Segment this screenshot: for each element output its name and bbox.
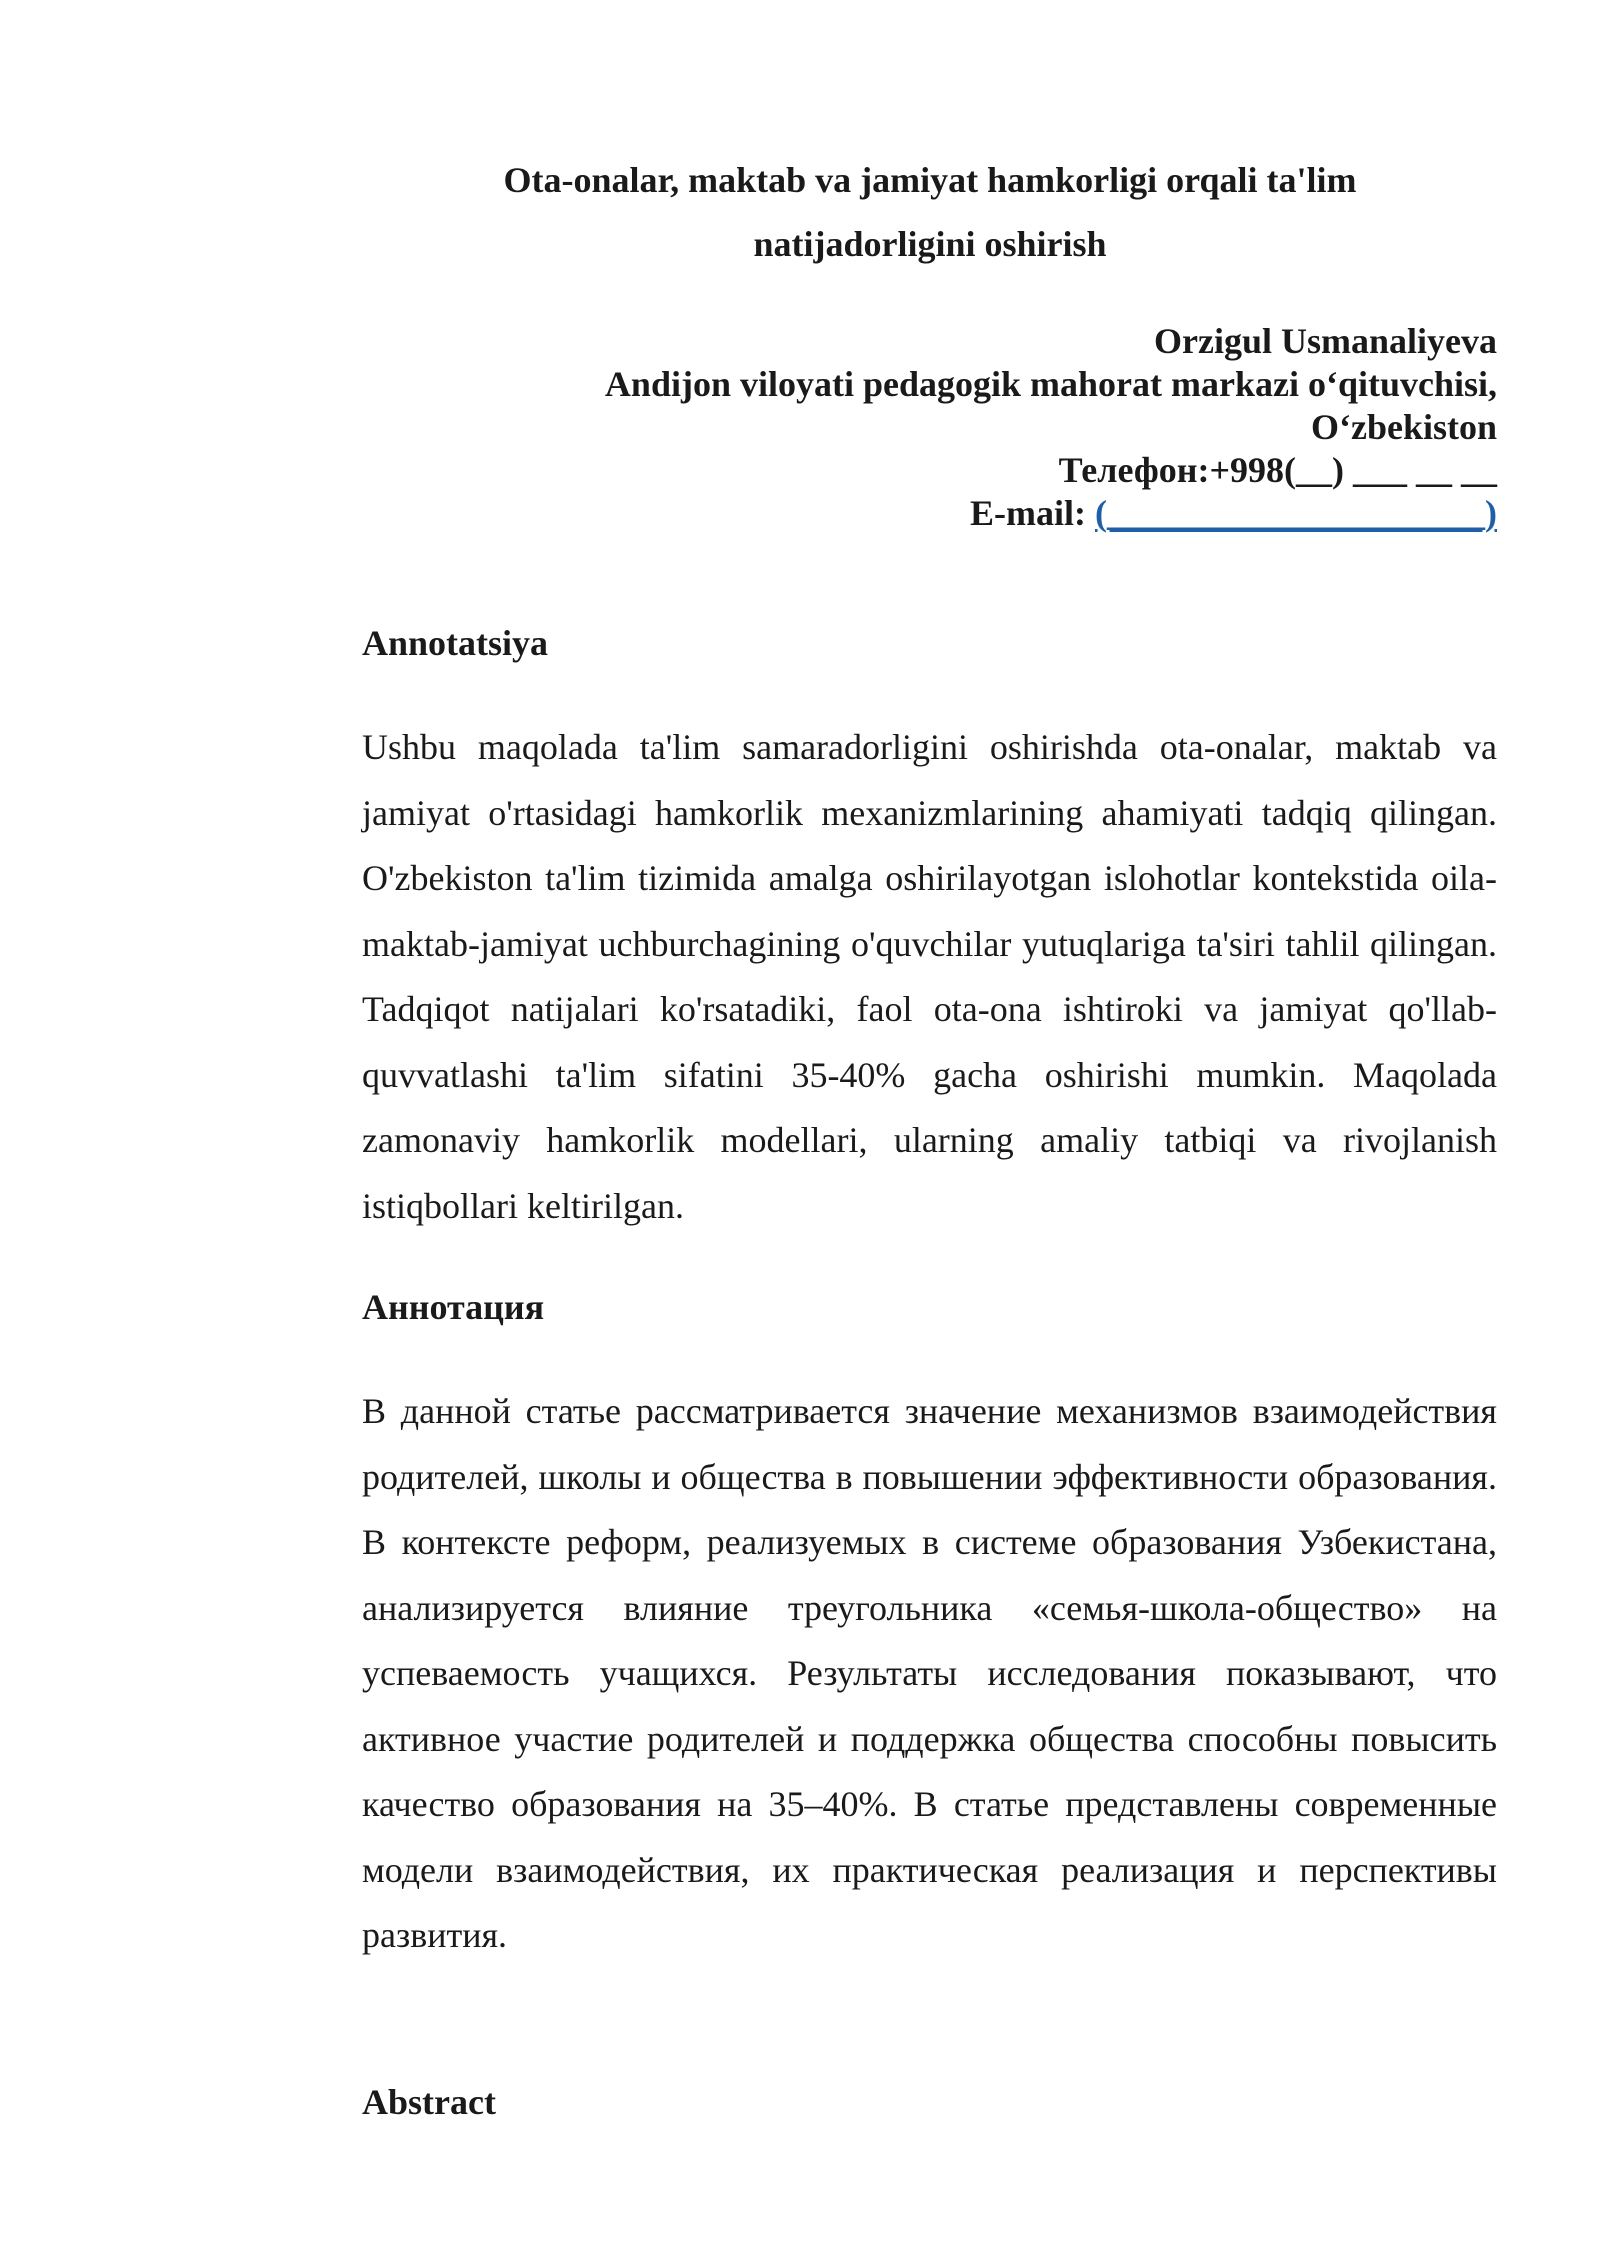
author-email (362, 492, 1497, 535)
abstract-section-heading (362, 2081, 1497, 2124)
annotation-uz-text: Ushbu maqolada ta'lim samaradorligini oshirishda ota-onalar, maktab va jamiyat o'rtasidagi hamkorlik mexanizmlarining ahamiyati tadqiq qilingan. O'zbekiston ta'lim tizimida amalga oshirilayotgan islohotlar kontekstida oila-maktab-jamiyat uchburchagining o'quvchilar yutuqlariga ta'siri tahlil qilingan. Tadqiqot natijalari ko'rsatadiki, faol ota-ona ishtiroki va jamiyat qo'llab-quvvatlashi ta'lim sifatini 35-40% gacha oshirishi mumkin. Maqolada zamonaviy hamkorlik modellari, ularning amaliy tatbiqi va rivojlanish istiqbollari keltirilgan. (362, 727, 1497, 1226)
email-link[interactable]: (_____________________) (1095, 493, 1497, 533)
paper-title-line-2: natijadorligini oshirish (753, 224, 1107, 264)
email-label: E-mail: (970, 493, 1096, 533)
annotation-ru-heading: Аннотация (362, 1287, 545, 1327)
annotation-ru-section-body (362, 1379, 1497, 1969)
annotation-uz-section-heading (362, 622, 1497, 665)
annotation-ru-section-heading (362, 1286, 1497, 1329)
author-country: O‘zbekiston (1310, 407, 1497, 447)
paper-title-line-1: Ota-onalar, maktab va jamiyat hamkorligi orqali ta'lim (503, 160, 1357, 200)
annotation-uz-section-body (362, 715, 1497, 1239)
author-name: Orzigul Usmanaliyeva (1154, 321, 1497, 361)
author-position: Andijon viloyati pedagogik mahorat markazi o‘qituvchisi, (604, 364, 1497, 404)
paper-title (362, 148, 1498, 276)
annotation-ru-text: В данной статье рассматривается значение механизмов взаимодействия родителей, школы и общества в повышении эффективности образования. В контексте реформ, реализуемых в системе образования Узбекистана, анализируется влияние треугольника «семья-школа-общество» на успеваемость учащихся. Результаты исследования показывают, что активное участие родителей и поддержка общества способны повысить качество образования на 35–40%. В статье представлены современные модели взаимодействия, их практическая реализация и перспективы развития. (362, 1391, 1497, 1955)
author-block (362, 320, 1497, 535)
annotation-uz-heading: Annotatsiya (362, 623, 549, 663)
abstract-heading: Abstract (362, 2082, 496, 2122)
author-phone: Телефон:+998(__) ___ __ __ (1058, 450, 1497, 490)
